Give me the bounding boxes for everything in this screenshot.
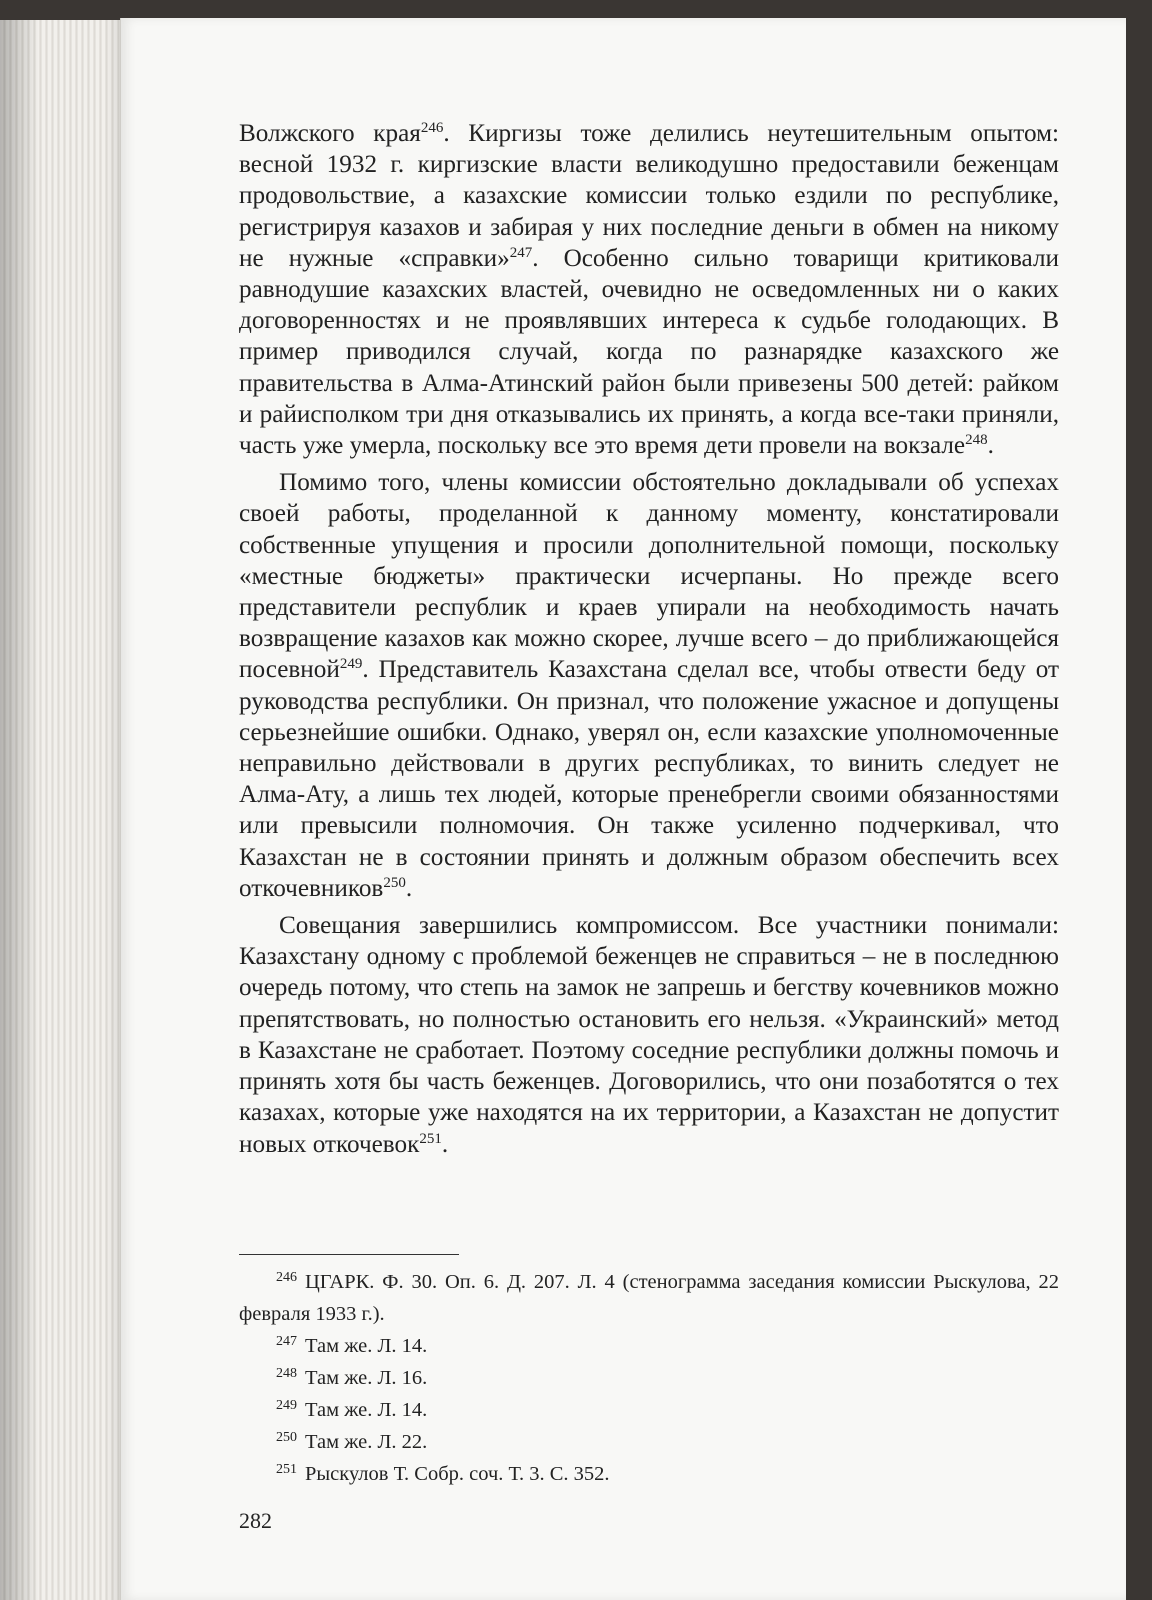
paragraph xyxy=(239,118,1059,461)
footnote-ref: 249 xyxy=(339,656,363,673)
footnote-number: 248 xyxy=(276,1366,297,1381)
footnote-ref: 248 xyxy=(965,432,988,449)
footnote-separator xyxy=(239,1254,459,1255)
footnote xyxy=(239,1394,1059,1426)
footnote-text: Там же. Л. 14. xyxy=(305,1335,428,1357)
footnote xyxy=(239,1362,1059,1394)
book-page xyxy=(120,18,1126,1600)
footnote xyxy=(239,1266,1059,1330)
paragraph-text: . xyxy=(441,1130,449,1158)
paragraph-text: Помимо того, члены комиссии обстоятельно докладывали об успехах своей работы, проделанной к данному моменту, констатировали собственные упущения и просили дополнительной помощи, поскольку «местные бюджеты» практически исчерпаны. Но прежде всего представители республик и краев упирали на необходимость начать возвращение казахов как можно скорее, лучше всего – до приближающейся посевной xyxy=(239,469,1059,684)
paragraph-text: . xyxy=(987,432,994,460)
footnote-text: Там же. Л. 14. xyxy=(305,1399,428,1421)
footnote-number: 250 xyxy=(276,1430,297,1445)
footnote-number: 251 xyxy=(276,1462,297,1477)
footnote xyxy=(239,1330,1059,1362)
body-text xyxy=(239,118,1059,1166)
footnote-text: Там же. Л. 22. xyxy=(305,1431,428,1453)
page-number: 282 xyxy=(239,1508,272,1533)
paragraph-text: Волжского края xyxy=(239,120,421,147)
footnote-number: 247 xyxy=(276,1334,297,1349)
footnote-ref: 247 xyxy=(509,244,533,261)
footnote-number: 249 xyxy=(276,1398,297,1413)
paragraph-text: . xyxy=(405,874,413,902)
footnote xyxy=(239,1458,1059,1490)
paragraph-text: . Киргизы тоже делились неутешительным опытом: весной 1932 г. киргизские власти великодушно предоставили беженцам продовольствие, а казахские комиссии только ездили по республике, регистрируя казахов и забирая у них последние деньги в обмен на никому не нужные «справки» xyxy=(239,120,1059,272)
footnote-text: Там же. Л. 16. xyxy=(305,1367,428,1389)
paragraph-text: . Особенно сильно товарищи критиковали равнодушие казахских властей, очевидно не осведомленных ни о каких договоренностях и не проявлявших интереса к судьбе голодающих. В пример приводился случай, когда по разнарядке казахского же правительства в Алма-Атинский район были привезены 500 детей: райком и райисполком три дня отказывались их принять, а когда все-таки приняли, часть уже умерла, поскольку все это время дети провели на вокзале xyxy=(239,244,1059,460)
footnote-ref: 251 xyxy=(419,1130,442,1147)
footnote xyxy=(239,1426,1059,1458)
footnote-ref: 250 xyxy=(383,874,406,891)
paragraph-text: . Представитель Казахстана сделал все, чтобы отвести беду от руководства республики. Он признал, что положение ужасное и допущены серьезнейшие ошибки. Однако, уверял он, если казахские уполномоченные неправильно действовали в других республиках, то винить следует не Алма-Ату, а лишь тех людей, которые пренебрегли своими обязанностями или превысили полномочия. Он также усиленно подчеркивал, что Казахстан не в состоянии принять и должным образом обеспечить всех откочевников xyxy=(239,656,1059,902)
footnote-text: Рыскулов Т. Собр. соч. Т. 3. С. 352. xyxy=(305,1463,610,1485)
paragraph-text: Совещания завершились компромиссом. Все участники понимали: Казахстану одному с проблемой беженцев не справиться – не в последнюю очередь потому, что степь на замок не запрешь и бегству кочевников можно препятствовать, но полностью остановить его нельзя. «Украинский» метод в Казахстане не сработает. Поэтому соседние республики должны помочь и принять хотя бы часть беженцев. Договорились, что они позаботятся о тех казахах, которые уже находятся на их территории, а Казахстан не допустит новых откочевок xyxy=(239,912,1059,1158)
footnote-text: ЦГАРК. Ф. 30. Оп. 6. Д. 207. Л. 4 (стенограмма заседания комиссии Рыскулова, 22 февраля 1933 г.). xyxy=(239,1271,1059,1325)
footnotes xyxy=(239,1266,1059,1490)
footnote-ref: 246 xyxy=(420,120,444,136)
paragraph xyxy=(239,467,1059,904)
paragraph xyxy=(239,910,1059,1160)
footnote-number: 246 xyxy=(276,1270,297,1285)
page-edges xyxy=(0,20,130,1600)
